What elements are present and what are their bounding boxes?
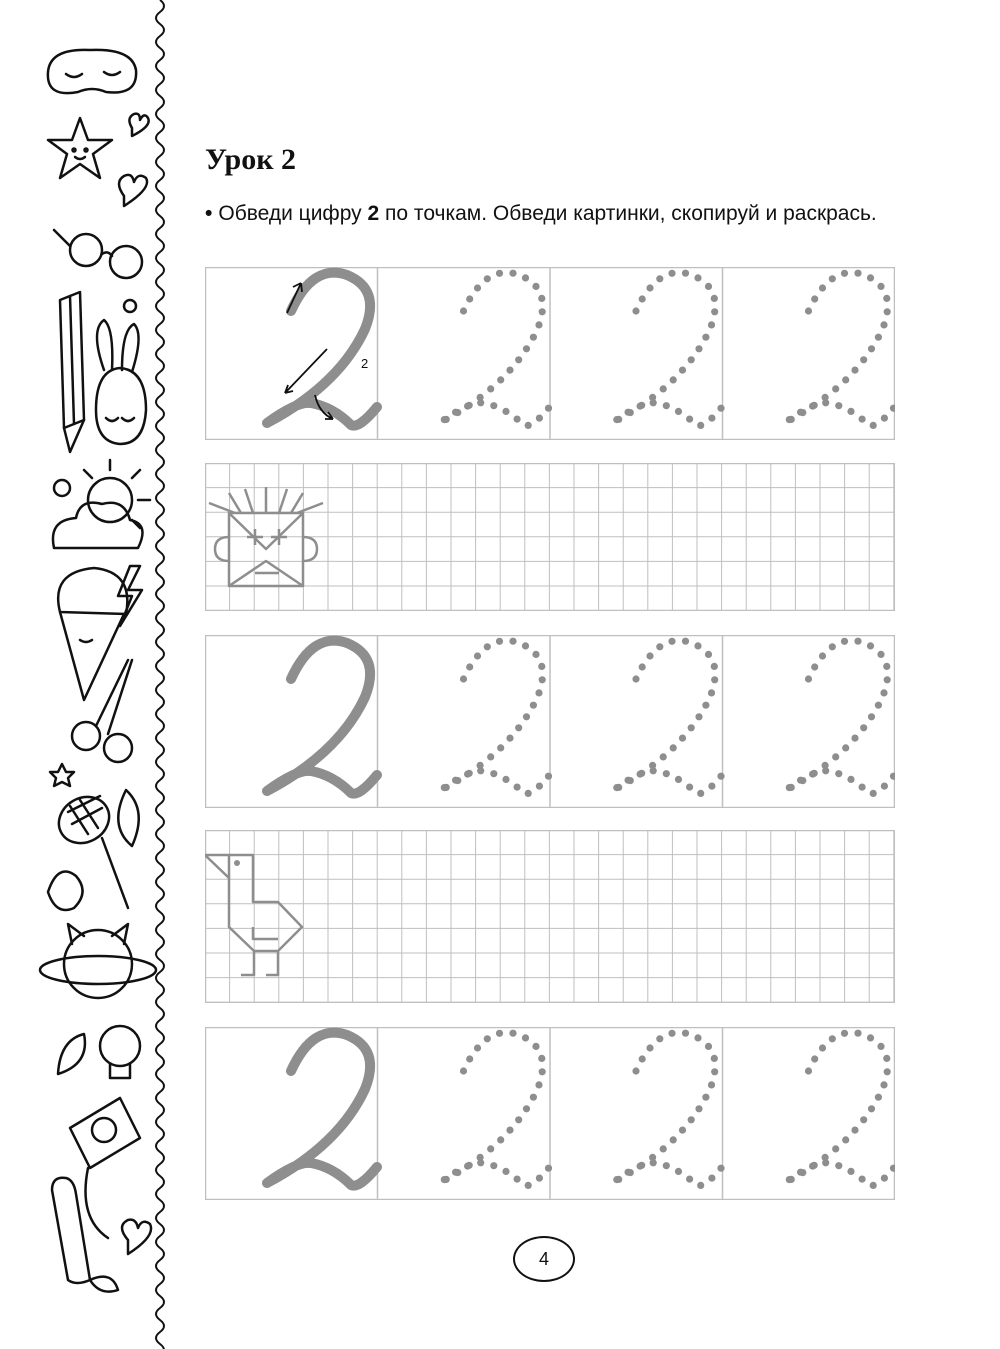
trace-dot [515, 356, 522, 363]
trace-dot [536, 1175, 543, 1182]
stroke-order-label: 2 [361, 356, 369, 371]
trace-dot [656, 643, 663, 650]
trace-dot [532, 283, 539, 290]
trace-dot [514, 1176, 521, 1183]
trace-dot [545, 405, 552, 412]
trace-dot [632, 307, 639, 314]
bullet-glyph: • [205, 202, 213, 225]
trace-dot [514, 416, 521, 423]
trace-dot [509, 638, 516, 645]
trace-dot [702, 702, 709, 709]
trace-dot [484, 275, 491, 282]
trace-dot [525, 790, 532, 797]
trace-dot [786, 416, 793, 423]
trace-dot [464, 1163, 471, 1170]
trace-dot [797, 409, 804, 416]
trace-dot [854, 270, 861, 277]
trace-dot [847, 408, 854, 415]
trace-dot [711, 676, 718, 683]
trace-dot [502, 776, 509, 783]
trace-dot [490, 770, 497, 777]
dotted-digit-2 [613, 270, 724, 429]
trace-dot [639, 663, 646, 670]
trace-dot [670, 744, 677, 751]
trace-dot [441, 784, 448, 791]
trace-dot [835, 770, 842, 777]
trace-dot [695, 345, 702, 352]
trace-dot [851, 1127, 858, 1134]
trace-dot [497, 744, 504, 751]
trace-dot [477, 767, 484, 774]
trace-dot [811, 663, 818, 670]
trace-dot [717, 773, 724, 780]
trace-dot [506, 1127, 513, 1134]
tracing-row-1 [205, 267, 895, 440]
trace-dot [639, 295, 646, 302]
lesson-instruction [205, 199, 895, 228]
trace-dot [805, 675, 812, 682]
trace-dot [464, 403, 471, 410]
trace-dot [880, 321, 887, 328]
trace-dot [477, 1159, 484, 1166]
trace-dot [484, 1035, 491, 1042]
trace-dot [841, 1030, 848, 1037]
trace-dot [487, 1145, 494, 1152]
trace-dot [688, 724, 695, 731]
pencil-icon [60, 292, 84, 452]
trace-dot [829, 275, 836, 282]
solid-digit-2 [267, 641, 377, 794]
trace-dot [697, 1182, 704, 1189]
trace-dot [656, 1035, 663, 1042]
goose-eye [234, 860, 240, 866]
trace-dot [705, 283, 712, 290]
trace-dot [474, 284, 481, 291]
trace-dot [702, 1094, 709, 1101]
trace-dot [675, 776, 682, 783]
trace-dot [460, 1067, 467, 1074]
trace-dot [877, 651, 884, 658]
trace-dot [646, 652, 653, 659]
heart-icon [122, 1220, 151, 1254]
trace-dot [809, 771, 816, 778]
trace-dot [637, 771, 644, 778]
trace-dot [502, 408, 509, 415]
trace-dot [668, 638, 675, 645]
trace-dot [464, 771, 471, 778]
trace-dot [441, 1176, 448, 1183]
trace-dot [686, 784, 693, 791]
trace-dot [682, 638, 689, 645]
trace-dot [490, 1162, 497, 1169]
wavy-divider [148, 0, 172, 1349]
trace-dot [660, 753, 667, 760]
tracing-row-2 [205, 635, 895, 808]
trace-dot [859, 1176, 866, 1183]
trace-dot [506, 735, 513, 742]
trace-dot [452, 1169, 459, 1176]
trace-dot [708, 415, 715, 422]
trace-dot [509, 1030, 516, 1037]
solid-digit-2 [267, 273, 377, 426]
trace-dot [711, 1055, 718, 1062]
trace-dot [532, 1043, 539, 1050]
trace-dot [786, 1176, 793, 1183]
trace-dot [625, 409, 632, 416]
trace-dot [663, 402, 670, 409]
trace-dot [842, 376, 849, 383]
trace-dot [487, 385, 494, 392]
trace-dot [646, 1044, 653, 1051]
trace-dot [877, 1043, 884, 1050]
dotted-digit-2 [613, 1030, 724, 1189]
trace-dot [842, 1136, 849, 1143]
trace-dot [539, 676, 546, 683]
trace-dot [805, 1067, 812, 1074]
trace-dot [841, 270, 848, 277]
trace-dot [829, 1035, 836, 1042]
trace-dot [539, 308, 546, 315]
dotted-digit-2 [786, 270, 895, 429]
page-number [513, 1236, 575, 1282]
trace-dot [708, 783, 715, 790]
trace-dot [811, 295, 818, 302]
dotted-digit-2 [786, 1030, 895, 1189]
trace-dot [884, 308, 891, 315]
trace-dot [819, 284, 826, 291]
trace-dot [466, 1055, 473, 1062]
trace-dot [881, 415, 888, 422]
trace-dot [637, 1163, 644, 1170]
trace-dot [711, 295, 718, 302]
trace-dot [854, 638, 861, 645]
racket-icon [50, 788, 128, 908]
trace-dot [867, 274, 874, 281]
trace-dot [441, 416, 448, 423]
trace-dot [811, 1055, 818, 1062]
trace-dot [514, 784, 521, 791]
trace-dot [883, 663, 890, 670]
dotted-digit-2 [613, 638, 724, 797]
trace-dot [717, 405, 724, 412]
trace-dot [694, 1034, 701, 1041]
trace-dot [497, 1136, 504, 1143]
trace-dot [545, 773, 552, 780]
trace-dot [717, 1165, 724, 1172]
trace-dot [809, 403, 816, 410]
trace-dot [819, 652, 826, 659]
doodle-column [0, 0, 170, 1349]
trace-dot [660, 1145, 667, 1152]
trace-dot [545, 1165, 552, 1172]
trace-dot [522, 642, 529, 649]
trace-dot [536, 415, 543, 422]
trace-dot [832, 753, 839, 760]
trace-dot [474, 1044, 481, 1051]
trace-dot [884, 676, 891, 683]
trace-dot [881, 783, 888, 790]
bunny-icon [96, 320, 146, 444]
trace-dot [506, 367, 513, 374]
trace-dot [679, 367, 686, 374]
dotted-digit-2 [441, 1030, 552, 1189]
trace-dot [660, 385, 667, 392]
trace-dot [851, 735, 858, 742]
trace-dot [832, 385, 839, 392]
trace-dot [477, 399, 484, 406]
star-icon [50, 764, 74, 786]
trace-dot [515, 724, 522, 731]
trace-dot [484, 643, 491, 650]
instruction-text-end: по точкам. Обведи картинки, скопируй и раскрась. [385, 202, 877, 225]
sleep-mask-icon [48, 50, 136, 93]
trace-dot [819, 1044, 826, 1051]
trace-dot [530, 702, 537, 709]
trace-dot [509, 270, 516, 277]
trace-dot [466, 663, 473, 670]
leaf-icon [118, 790, 138, 846]
trace-dot [868, 713, 875, 720]
trace-dot [809, 1163, 816, 1170]
trace-dot [702, 334, 709, 341]
page-number-text: 4 [538, 1248, 549, 1269]
trace-dot [663, 1162, 670, 1169]
trace-dot [694, 274, 701, 281]
goose-picture [205, 855, 302, 975]
trace-dot [670, 1136, 677, 1143]
trace-dot [875, 702, 882, 709]
trace-dot [881, 1175, 888, 1182]
dotted-digit-2 [441, 638, 552, 797]
trace-dot [452, 409, 459, 416]
trace-dot [870, 422, 877, 429]
trace-dot [883, 295, 890, 302]
trace-dot [460, 675, 467, 682]
trace-dot [452, 777, 459, 784]
trace-dot [530, 334, 537, 341]
trace-dot [786, 784, 793, 791]
trace-dot [515, 1116, 522, 1123]
trace-dot [711, 1068, 718, 1075]
trace-dot [632, 1067, 639, 1074]
heart-icon [129, 114, 148, 136]
trace-dot [711, 663, 718, 670]
trace-dot [632, 675, 639, 682]
sun-cloud-icon [53, 460, 150, 548]
trace-dot [523, 1105, 530, 1112]
trace-dot [538, 663, 545, 670]
trace-dot [695, 713, 702, 720]
trace-dot [880, 1081, 887, 1088]
trace-dot [711, 308, 718, 315]
trace-dot [650, 399, 657, 406]
trace-dot [686, 1176, 693, 1183]
glasses-icon [54, 230, 142, 278]
scissors-icon [72, 660, 132, 762]
trace-dot [613, 416, 620, 423]
trace-dot [650, 767, 657, 774]
trace-dot [523, 345, 530, 352]
trace-dot [663, 770, 670, 777]
trace-dot [835, 402, 842, 409]
trace-dot [688, 356, 695, 363]
trace-dot [797, 777, 804, 784]
lesson-title: Урок 2 [205, 143, 297, 176]
trace-dot [877, 283, 884, 290]
trace-dot [460, 307, 467, 314]
trace-dot [637, 403, 644, 410]
trace-dot [708, 321, 715, 328]
copy-grid-row-2 [205, 830, 895, 1003]
copy-grid-row-1 [205, 463, 895, 611]
trace-dot [870, 1182, 877, 1189]
trace-dot [867, 642, 874, 649]
trace-dot [870, 790, 877, 797]
leaf-icon [58, 1034, 85, 1074]
trace-dot [890, 1165, 895, 1172]
trace-dot [474, 652, 481, 659]
trace-dot [854, 1030, 861, 1037]
trace-dot [822, 767, 829, 774]
trace-dot [497, 376, 504, 383]
trace-dot [835, 1162, 842, 1169]
trace-dot [535, 689, 542, 696]
trace-dot [522, 274, 529, 281]
trace-dot [525, 1182, 532, 1189]
trace-dot [496, 1030, 503, 1037]
shell-icon [48, 872, 83, 910]
trace-dot [705, 651, 712, 658]
trace-dot [670, 376, 677, 383]
trace-dot [538, 1055, 545, 1062]
trace-dot [668, 270, 675, 277]
trace-dot [842, 744, 849, 751]
trace-dot [860, 724, 867, 731]
trace-dot [867, 1034, 874, 1041]
dotted-digit-2 [441, 270, 552, 429]
trace-dot [875, 1094, 882, 1101]
heart-icon [119, 175, 147, 206]
trace-dot [523, 713, 530, 720]
trace-dot [688, 1116, 695, 1123]
dotted-digit-2 [786, 638, 895, 797]
trace-dot [496, 270, 503, 277]
trace-dot [890, 773, 895, 780]
trace-dot [859, 416, 866, 423]
tracing-row-3 [205, 1027, 895, 1200]
trace-dot [880, 689, 887, 696]
trace-dot [708, 1081, 715, 1088]
trace-dot [675, 1168, 682, 1175]
trace-dot [682, 270, 689, 277]
trace-dot [822, 1159, 829, 1166]
instruction-digit: 2 [367, 202, 380, 225]
trace-dot [697, 790, 704, 797]
trace-dot [538, 295, 545, 302]
trace-dot [532, 651, 539, 658]
trace-dot [694, 642, 701, 649]
trace-dot [656, 275, 663, 282]
trace-dot [625, 777, 632, 784]
trace-dot [868, 1105, 875, 1112]
trace-dot [525, 422, 532, 429]
trace-dot [679, 735, 686, 742]
trace-dot [650, 1159, 657, 1166]
trace-dot [646, 284, 653, 291]
trace-dot [860, 1116, 867, 1123]
trace-dot [682, 1030, 689, 1037]
trace-dot [490, 402, 497, 409]
trace-dot [847, 1168, 854, 1175]
trace-dot [686, 416, 693, 423]
trace-dot [625, 1169, 632, 1176]
trace-dot [708, 689, 715, 696]
trace-dot [530, 1094, 537, 1101]
instruction-text-start: Обведи цифру [218, 202, 362, 225]
trace-dot [860, 356, 867, 363]
trace-dot [539, 1068, 546, 1075]
trace-dot [502, 1168, 509, 1175]
trace-dot [847, 776, 854, 783]
trace-dot [675, 408, 682, 415]
trace-dot [851, 367, 858, 374]
cat-planet-icon [40, 924, 156, 998]
trace-dot [679, 1127, 686, 1134]
star-icon [48, 118, 112, 178]
trace-dot [829, 643, 836, 650]
trace-dot [613, 1176, 620, 1183]
trace-dot [639, 1055, 646, 1062]
trace-dot [496, 638, 503, 645]
trace-dot [883, 1055, 890, 1062]
trace-dot [890, 405, 895, 412]
trace-dot [668, 1030, 675, 1037]
trace-dot [613, 784, 620, 791]
trace-dot [705, 1043, 712, 1050]
trace-dot [805, 307, 812, 314]
trace-dot [822, 399, 829, 406]
trace-dot [875, 334, 882, 341]
trace-dot [832, 1145, 839, 1152]
trace-dot [535, 1081, 542, 1088]
trace-dot [487, 753, 494, 760]
trace-dot [536, 783, 543, 790]
trace-dot [841, 638, 848, 645]
trace-dot [884, 1068, 891, 1075]
trace-dot [859, 784, 866, 791]
trace-dot [708, 1175, 715, 1182]
trace-dot [797, 1169, 804, 1176]
trace-dot [466, 295, 473, 302]
trace-dot [535, 321, 542, 328]
trace-dot [695, 1105, 702, 1112]
trace-dot [522, 1034, 529, 1041]
trace-dot [697, 422, 704, 429]
solid-digit-2 [267, 1033, 377, 1186]
light-bulb-icon [100, 1026, 140, 1078]
trace-dot [868, 345, 875, 352]
